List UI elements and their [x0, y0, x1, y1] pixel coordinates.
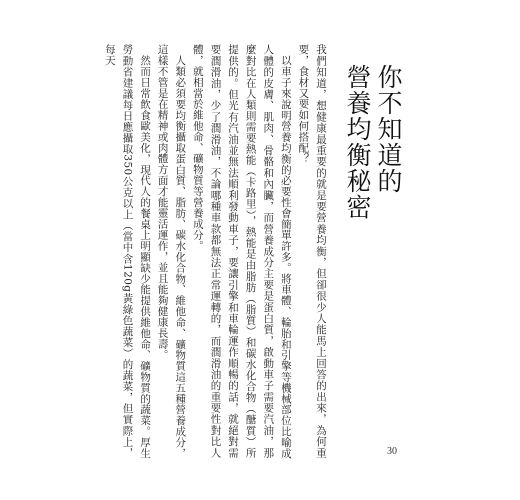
body-text: [103, 44, 329, 458]
chapter-title-line-1: 你不知道的: [374, 64, 403, 194]
paragraph: 我們知道，想健康最重要的就是要營養均衡，但卻很少人能馬上回答的出來，為何重要，食材又要如何搭配？: [297, 44, 327, 458]
paragraph: 然而日常飲食歐美化，現代人的餐桌上明顯缺少能提供維他命、礦物質的蔬菜。厚生勞動省建議每日應攝取350公克以上（當中含120g黃綠色蔬菜）的蔬菜，但實際上，每天: [103, 44, 152, 458]
page-number: 30: [387, 446, 397, 457]
paragraph: 人類必須要均衡攝取蛋白質、脂肪、碳水化合物、維他命、礦物質這五種營養成分，這樣不管是在精神或肉體方面才能靈活運作，並且能夠健康長壽。: [156, 44, 187, 458]
paragraph: 以車子來說明營養均衡的必要性會簡單許多。將車體、輪胎和引擎等機械部位比喻成人體的皮膚、肌肉、骨骼和內臟，而營養成分主要是蛋白質，啟動車子需要汽油，那麼對比在人類則需要熱能（卡路里），熱能是由脂肪（脂質）和碳水化合物（醣質）所提供的。但光有汽油並無法順利發動車子，要讓引擎和車輪運作順暢的話，就絕對需要潤滑油，少了潤滑油，不論哪種車款都無法正常運轉的，而潤滑油的重要性對比人體，就相當於維他命、礦物質等營養成分。: [191, 44, 292, 458]
chapter-title-line-2: 營養均衡秘密: [343, 64, 372, 220]
